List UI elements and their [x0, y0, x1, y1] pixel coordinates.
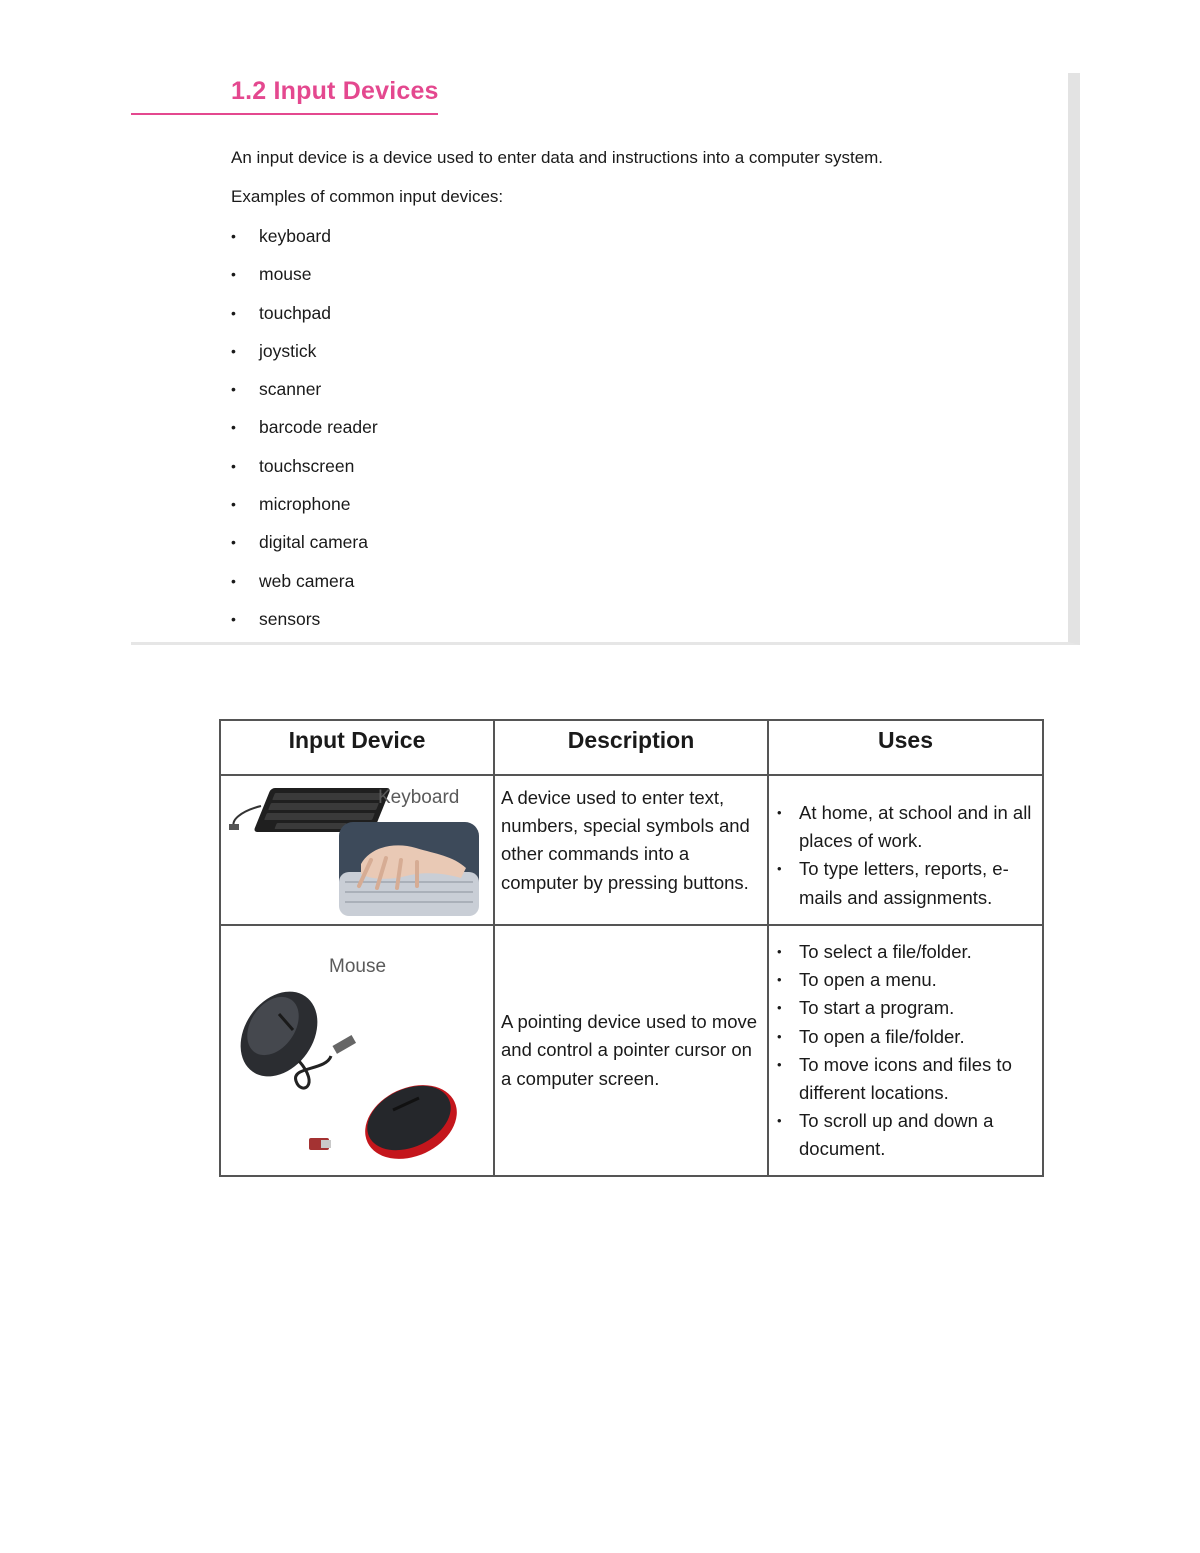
bullet-icon: •	[777, 1000, 782, 1016]
keyboard-image-cell	[220, 775, 494, 925]
bullet-icon: •	[231, 304, 236, 321]
bullet-icon: •	[231, 266, 236, 283]
list-item	[769, 994, 1032, 1022]
list-item-label: touchpad	[259, 302, 332, 323]
bullet-icon: •	[777, 1056, 782, 1072]
list-item	[231, 376, 378, 414]
list-item-label: scanner	[259, 379, 322, 400]
bullet-icon: •	[777, 1028, 782, 1044]
list-item-label: digital camera	[259, 532, 368, 553]
list-item	[769, 966, 1032, 994]
bullet-icon: •	[231, 419, 236, 436]
list-item-label: barcode reader	[259, 417, 378, 438]
device-label-keyboard: Keyboard	[378, 787, 460, 808]
keyboard-description: A device used to enter text, numbers, special symbols and other commands into a computer by pressing buttons.	[494, 775, 768, 925]
list-item	[769, 938, 1032, 966]
heading-underline	[131, 113, 438, 115]
list-item	[769, 799, 1032, 855]
list-item	[769, 1051, 1032, 1107]
uses-list	[769, 938, 1032, 1164]
bullet-icon: •	[777, 805, 782, 820]
list-item-label: touchscreen	[259, 455, 355, 476]
input-devices-section	[131, 73, 1080, 645]
list-item-label: mouse	[259, 264, 312, 285]
use-text: At home, at school and in all places of work.	[799, 802, 1032, 852]
list-item-label: sensors	[259, 608, 321, 629]
bullet-icon: •	[231, 572, 236, 589]
use-text: To scroll up and down a document.	[799, 1110, 994, 1160]
examples-label: Examples of common input devices:	[231, 187, 504, 206]
section-heading: 1.2 Input Devices	[231, 77, 439, 105]
bullet-icon: •	[231, 381, 236, 398]
list-item	[231, 300, 378, 338]
use-text: To open a menu.	[799, 969, 937, 991]
list-item	[231, 338, 378, 376]
typing-hands-image	[339, 822, 479, 916]
table-row	[220, 925, 1043, 1176]
list-item-label: web camera	[259, 570, 355, 591]
list-item	[769, 1107, 1032, 1163]
device-label-mouse: Mouse	[329, 956, 387, 977]
wired-mouse-image	[225, 977, 356, 1091]
list-item	[231, 529, 378, 567]
use-text: To open a file/folder.	[799, 1025, 965, 1047]
mouse-uses	[768, 925, 1043, 1176]
uses-list	[769, 799, 1032, 912]
bullet-icon: •	[231, 610, 236, 627]
header-description: Description	[494, 720, 768, 775]
bullet-icon: •	[231, 534, 236, 551]
mouse-description: A pointing device used to move and control a pointer cursor on a computer screen.	[494, 925, 768, 1176]
bullet-icon: •	[777, 972, 782, 988]
intro-text: An input device is a device used to enter data and instructions into a computer system.	[231, 148, 884, 167]
header-uses: Uses	[768, 720, 1043, 775]
list-item	[231, 453, 378, 491]
list-item-label: microphone	[259, 494, 351, 515]
bullet-icon: •	[231, 496, 236, 513]
list-item	[769, 855, 1032, 911]
use-text: To move icons and files to different locations.	[799, 1053, 1012, 1104]
list-item	[231, 606, 378, 644]
use-text: To select a file/folder.	[799, 941, 972, 962]
list-item	[231, 414, 378, 452]
bullet-icon: •	[777, 861, 782, 877]
list-item	[231, 223, 378, 261]
bullet-icon: •	[231, 342, 236, 359]
bullet-icon: •	[231, 457, 236, 474]
header-input-device: Input Device	[220, 720, 494, 775]
table-header-row	[220, 720, 1043, 775]
table-row	[220, 775, 1043, 925]
device-list	[231, 223, 378, 644]
usb-receiver-image	[309, 1138, 331, 1150]
use-text: To type letters, reports, e-mails and assignments.	[799, 858, 1009, 908]
list-item	[231, 568, 378, 606]
bullet-icon: •	[231, 228, 236, 244]
wireless-mouse-image	[353, 1071, 469, 1173]
bullet-icon: •	[777, 944, 782, 959]
list-item-label: joystick	[259, 340, 317, 361]
list-item	[231, 491, 378, 529]
list-item	[769, 1023, 1032, 1051]
mouse-image-cell	[220, 925, 494, 1176]
list-item-label: keyboard	[259, 226, 331, 246]
list-item	[231, 261, 378, 299]
use-text: To start a program.	[799, 997, 955, 1019]
input-device-table	[219, 719, 1044, 1177]
keyboard-uses	[768, 775, 1043, 925]
bullet-icon: •	[777, 1113, 782, 1129]
